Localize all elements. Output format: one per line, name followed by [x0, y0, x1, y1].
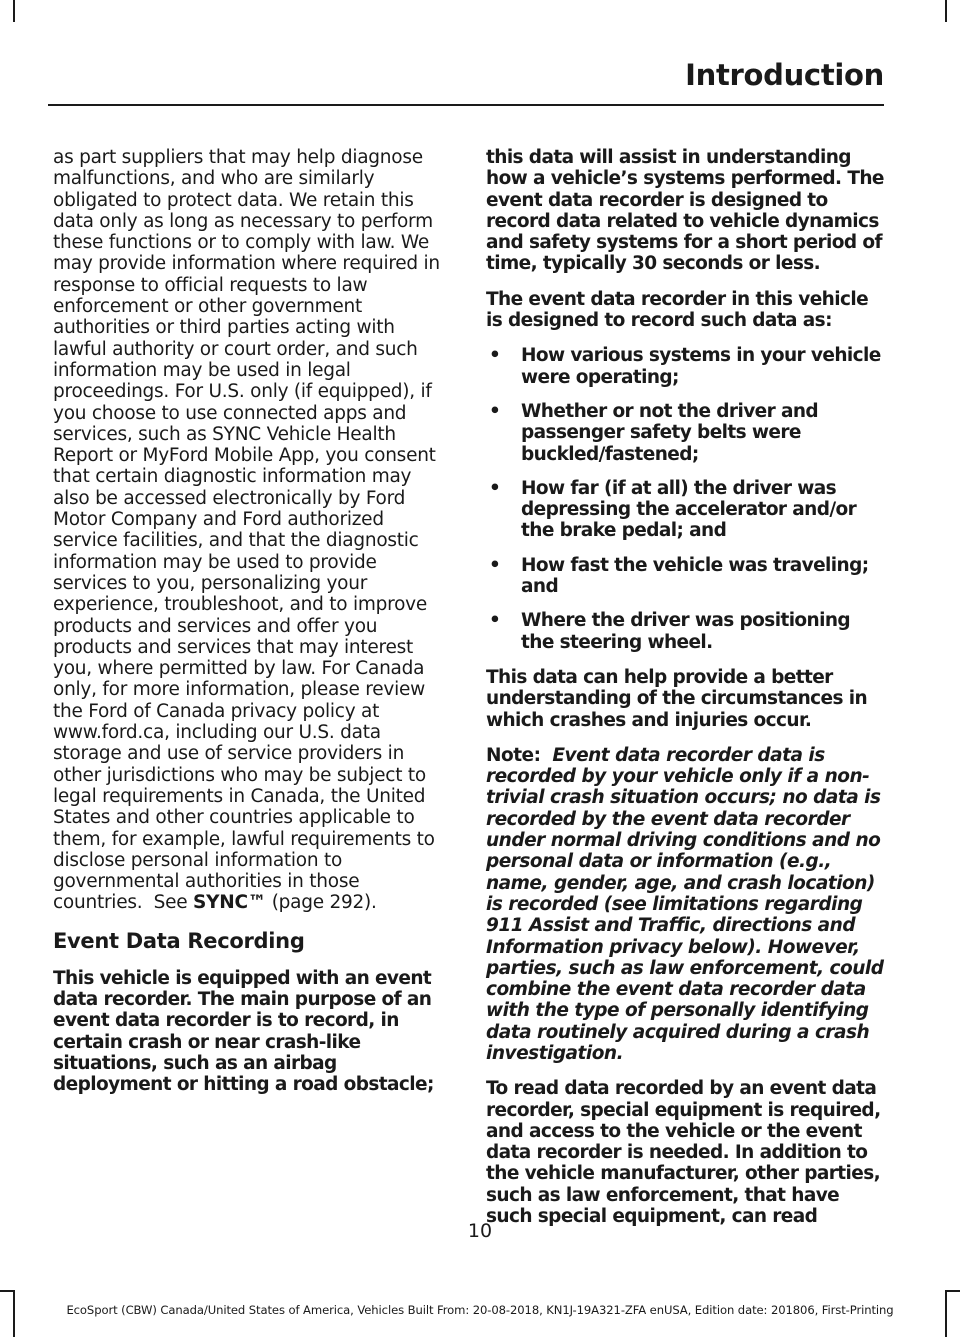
bullet-icon: •: [489, 477, 501, 499]
section-heading-event-data-recording: Event Data Recording: [53, 928, 305, 953]
note-text: Event data recorder data is recorded by your vehicle only if a non-trivial crash situation occurs; no data is recorded by the event data recorder under normal driving conditions and no personal data or information (e.g., name, gender, age, and crash location) is recorded (see limitations regarding 911 Assist and Traffic, directions and Information privacy below). However, parties, such as law enforcement, could combine the event data recorder data with the type of personally identifying data routinely acquired during a crash investigation.: [486, 744, 884, 1064]
sync-reference-link[interactable]: SYNC™: [193, 892, 267, 914]
list-item: • How various systems in your vehicle were operating;: [489, 345, 881, 388]
edr-purpose-paragraph: this data will assist in understanding how a vehicle’s systems performed. The event data recorder is designed to record data related to vehicle dynamics and safety systems for a short period of time, typically 30 seconds or less.: [486, 147, 884, 275]
footer-edition-info: EcoSport (CBW) Canada/United States of America, Vehicles Built From: 20-08-2018, KN1J-19A321-ZFA enUSA, Edition date: 201806, First-Printing: [66, 1303, 894, 1317]
page-number: 10: [467, 1220, 493, 1242]
crop-mark-top-left: [13, 0, 15, 22]
crop-mark-top-right: [945, 0, 947, 22]
edr-data-list: [486, 345, 886, 653]
list-item: • Whether or not the driver and passenger safety belts were buckled/fastened;: [489, 400, 819, 465]
privacy-paragraph: [53, 147, 453, 914]
edr-understanding-paragraph: This data can help provide a better understanding of the circumstances in which crashes and injuries occur.: [486, 666, 868, 731]
header-divider: [48, 104, 884, 106]
note-paragraph: [486, 745, 886, 1064]
crop-mark-bottom-right-h: [947, 1290, 960, 1292]
see-page-ref: (page 292).: [271, 892, 377, 914]
edr-access-paragraph: To read data recorded by an event data recorder, special equipment is required, and access to the vehicle or the event data recorder is needed. In addition to the vehicle manufacturer, other parties, such as law enforcement, that have such special equipment, can read: [486, 1078, 881, 1228]
right-column: [486, 147, 886, 1241]
left-column: [53, 147, 453, 1109]
list-item: • Where the driver was positioning the steering wheel.: [489, 610, 851, 653]
edr-data-list-intro: The event data recorder in this vehicle is designed to record such data as:: [486, 288, 869, 332]
list-item: • How far (if at all) the driver was depressing the accelerator and/or the brake pedal; and: [489, 477, 857, 542]
page-title: Introduction: [685, 58, 884, 92]
list-item: • How fast the vehicle was traveling; and: [489, 554, 869, 598]
edr-intro-paragraph: This vehicle is equipped with an event data recorder. The main purpose of an event data recorder is to record, in certain crash or near crash-like situations, such as an airbag deployment or hitting a road obstacle;: [53, 967, 434, 1096]
see-prefix: See: [153, 892, 188, 914]
bullet-icon: •: [489, 400, 501, 422]
bullet-icon: •: [489, 554, 501, 576]
bullet-icon: •: [489, 345, 501, 367]
note-label: Note:: [486, 744, 541, 766]
bullet-icon: •: [489, 610, 501, 632]
crop-mark-bottom-left-h: [0, 1290, 13, 1292]
privacy-text: as part suppliers that may help diagnose malfunctions, and who are similarly obligated to protect data. We retain this data only as long as necessary to perform these functions or to comply with law. We may provide information where required in response to official requests to law enforcement or other government authorities or third parties acting with lawful authority or court order, and such information may be used in legal proceedings. For U.S. only (if equipped), if you choose to use connected apps and services, such as SYNC Vehicle Health Report or MyFord Mobile App, you consent that certain diagnostic information may also be accessed electronically by Ford Motor Company and Ford authorized service facilities, and that the diagnostic information may be used to provide services to you, personalizing your experience, troubleshoot, and to improve products and services and offer you products and services that may interest you, where permitted by law. For Canada only, for more information, please review the Ford of Canada privacy policy at www.ford.ca, including our U.S. data storage and use of service providers in other jurisdictions who may be subject to legal requirements in Canada, the United States and other countries applicable to them, for example, lawful requirements to disclose personal information to governmental authorities in those countries.: [53, 147, 440, 914]
